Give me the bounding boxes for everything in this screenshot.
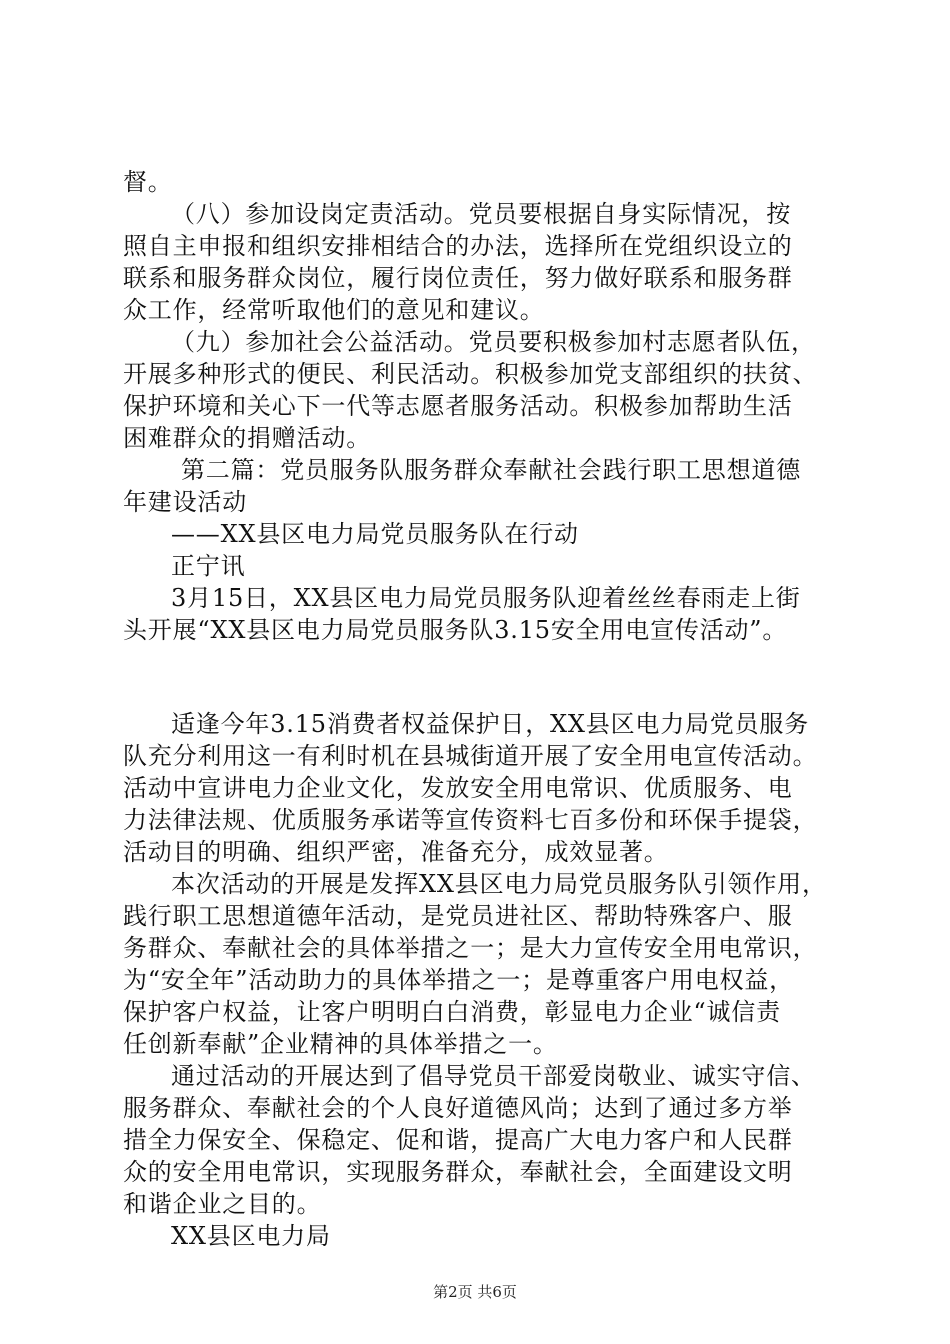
text-line: 适逢今年3.15消费者权益保护日，XX县区电力局党员服务	[171, 710, 810, 738]
text-line: 活动中宣讲电力企业文化，发放安全用电常识、优质服务、电	[123, 774, 793, 802]
page-number: 第2页 共6页	[433, 1283, 517, 1301]
text-line: 服务群众、奉献社会的个人良好道德风尚；达到了通过多方举	[123, 1094, 793, 1122]
text-line: 照自主申报和组织安排相结合的办法，选择所在党组织设立的	[123, 232, 793, 260]
paragraph-result	[123, 1060, 833, 1220]
signature	[123, 1220, 833, 1252]
text-line: 务群众、奉献社会的具体举措之一；是大力宣传安全用电常识，	[123, 934, 818, 962]
text-line: 和谐企业之目的。	[123, 1190, 322, 1218]
paragraph-lead	[123, 582, 833, 646]
page-footer	[0, 1281, 950, 1302]
text-line: ——XX县区电力局党员服务队在行动	[171, 520, 579, 548]
text-line: （九）参加社会公益活动。党员要积极参加村志愿者队伍，	[171, 328, 816, 356]
text-line: 保护客户权益，让客户明明白白消费，彰显电力企业“诚信责	[123, 998, 781, 1026]
text-line: 督。	[123, 168, 173, 196]
text-line: 3月15日，XX县区电力局党员服务队迎着丝丝春雨走上街	[171, 584, 801, 612]
text-line: 队充分利用这一有利时机在县城街道开展了安全用电宣传活动。	[123, 742, 818, 770]
text-line: 保护环境和关心下一代等志愿者服务活动。积极参加帮助生活	[123, 392, 793, 420]
text-line: 众工作，经常听取他们的意见和建议。	[123, 296, 545, 324]
text-line: 年建设活动	[123, 488, 247, 516]
paragraph-8	[123, 198, 833, 326]
text-line: XX县区电力局	[171, 1222, 331, 1250]
section-title	[123, 454, 833, 518]
paragraph-continuation	[123, 166, 833, 198]
text-line: 众的安全用电常识，实现服务群众，奉献社会，全面建设文明	[123, 1158, 793, 1186]
text-line: 活动目的明确、组织严密，准备充分，成效显著。	[123, 838, 669, 866]
paragraph-significance	[123, 868, 833, 1060]
text-line: 本次活动的开展是发挥XX县区电力局党员服务队引领作用，	[171, 870, 827, 898]
paragraph-9	[123, 326, 833, 454]
byline	[123, 550, 833, 582]
text-line: 困难群众的捐赠活动。	[123, 424, 371, 452]
text-line: （八）参加设岗定责活动。党员要根据自身实际情况，按	[171, 200, 791, 228]
paragraph-activity	[123, 708, 833, 868]
text-line: 第二篇：党员服务队服务群众奉献社会践行职工思想道德	[181, 456, 801, 484]
text-line: 为“安全年”活动助力的具体举措之一；是尊重客户用电权益，	[123, 966, 794, 994]
text-line: 措全力保安全、保稳定、促和谐，提高广大电力客户和人民群	[123, 1126, 793, 1154]
text-line: 开展多种形式的便民、利民活动。积极参加党支部组织的扶贫、	[123, 360, 818, 388]
text-line: 通过活动的开展达到了倡导党员干部爱岗敬业、诚实守信、	[171, 1062, 816, 1090]
paragraph-gap	[123, 646, 833, 708]
text-line: 头开展“XX县区电力局党员服务队3.15安全用电宣传活动”。	[123, 616, 788, 644]
text-line: 力法律法规、优质服务承诺等宣传资料七百多份和环保手提袋，	[123, 806, 818, 834]
text-line: 践行职工思想道德年活动，是党员进社区、帮助特殊客户、服	[123, 902, 793, 930]
section-subtitle	[123, 518, 833, 550]
text-line: 联系和服务群众岗位，履行岗位责任，努力做好联系和服务群	[123, 264, 793, 292]
text-line: 正宁讯	[171, 552, 246, 580]
text-line: 任创新奉献”企业精神的具体举措之一。	[123, 1030, 558, 1058]
document-body	[123, 166, 833, 1252]
